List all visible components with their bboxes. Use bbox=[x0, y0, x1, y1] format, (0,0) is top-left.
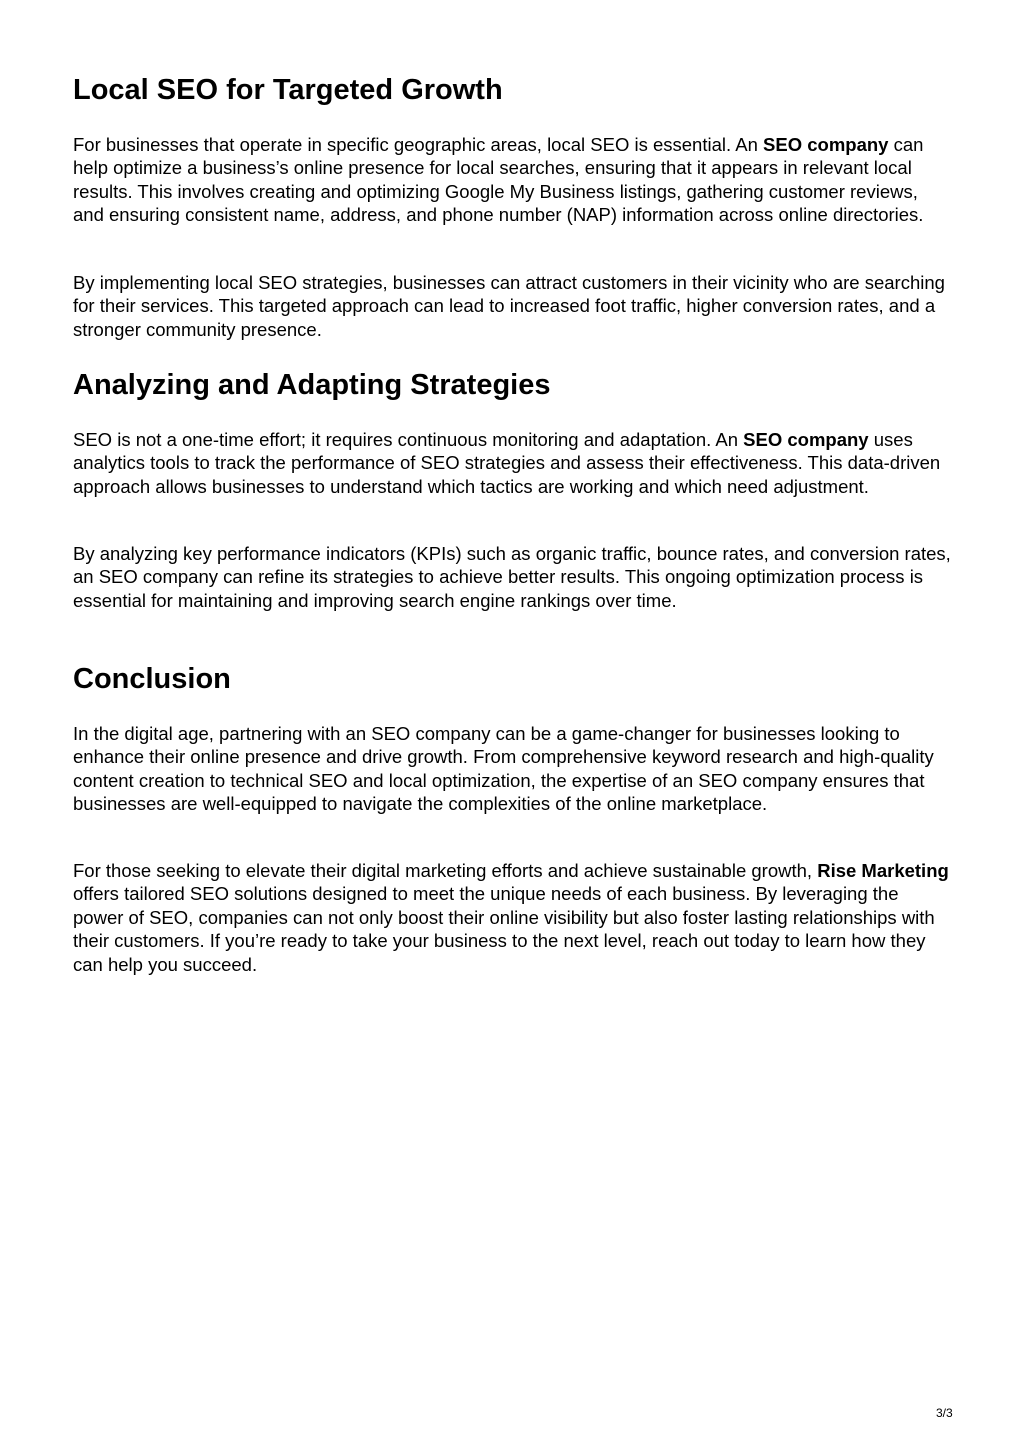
text-span: For those seeking to elevate their digital marketing efforts and achieve sustainable growth, bbox=[73, 860, 818, 881]
paragraph-local-seo-benefits: By implementing local SEO strategies, businesses can attract customers in their vicinity who are searching for their services. This targeted approach can lead to increased foot traffic, higher conversion rates, and a stronger community presence. bbox=[73, 272, 945, 340]
paragraph-local-seo-intro bbox=[73, 133, 953, 227]
page-number: 3/3 bbox=[936, 1406, 953, 1420]
text-span: SEO is not a one-time effort; it requires continuous monitoring and adaptation. An bbox=[73, 429, 744, 450]
section-heading-analyzing: Analyzing and Adapting Strategies bbox=[73, 369, 551, 401]
text-span: uses analytics tools to track the performance of SEO strategies and assess their effectiveness. This data-driven approach allows businesses to understand which tactics are working and which need adjustment. bbox=[73, 429, 941, 497]
section-heading-local-seo: Local SEO for Targeted Growth bbox=[73, 74, 503, 106]
paragraph-conclusion-cta bbox=[73, 859, 953, 976]
text-span: offers tailored SEO solutions designed to meet the unique needs of each business. By leveraging the power of SEO, companies can not only boost their online visibility but also foster lasting relationships with their customers. If you’re ready to take your business to the next level, reach out today to learn how they can help you succeed. bbox=[73, 883, 935, 975]
text-span: For businesses that operate in specific geographic areas, local SEO is essential. An bbox=[73, 134, 764, 155]
bold-rise-marketing: Rise Marketing bbox=[817, 860, 949, 881]
text-span: can help optimize a business’s online presence for local searches, ensuring that it appears in relevant local results. This involves creating and optimizing Google My Business listings, gathering customer reviews, and ensuring consistent name, address, and phone number (NAP) information across online directories. bbox=[73, 134, 924, 226]
bold-seo-company: SEO company bbox=[743, 429, 869, 450]
bold-seo-company: SEO company bbox=[763, 134, 889, 155]
paragraph-analyzing-kpis: By analyzing key performance indicators (KPIs) such as organic traffic, bounce rates, and conversion rates, an SEO company can refine its strategies to achieve better results. This ongoing optimization process is essential for maintaining and improving search engine rankings over time. bbox=[73, 543, 951, 611]
paragraph-conclusion-intro: In the digital age, partnering with an SEO company can be a game-changer for businesses looking to enhance their online presence and drive growth. From comprehensive keyword research and high-quality content creation to technical SEO and local optimization, the expertise of an SEO company ensures that businesses are well-equipped to navigate the complexities of the online marketplace. bbox=[73, 723, 934, 815]
paragraph-analyzing-intro bbox=[73, 428, 953, 498]
section-heading-conclusion: Conclusion bbox=[73, 663, 231, 695]
